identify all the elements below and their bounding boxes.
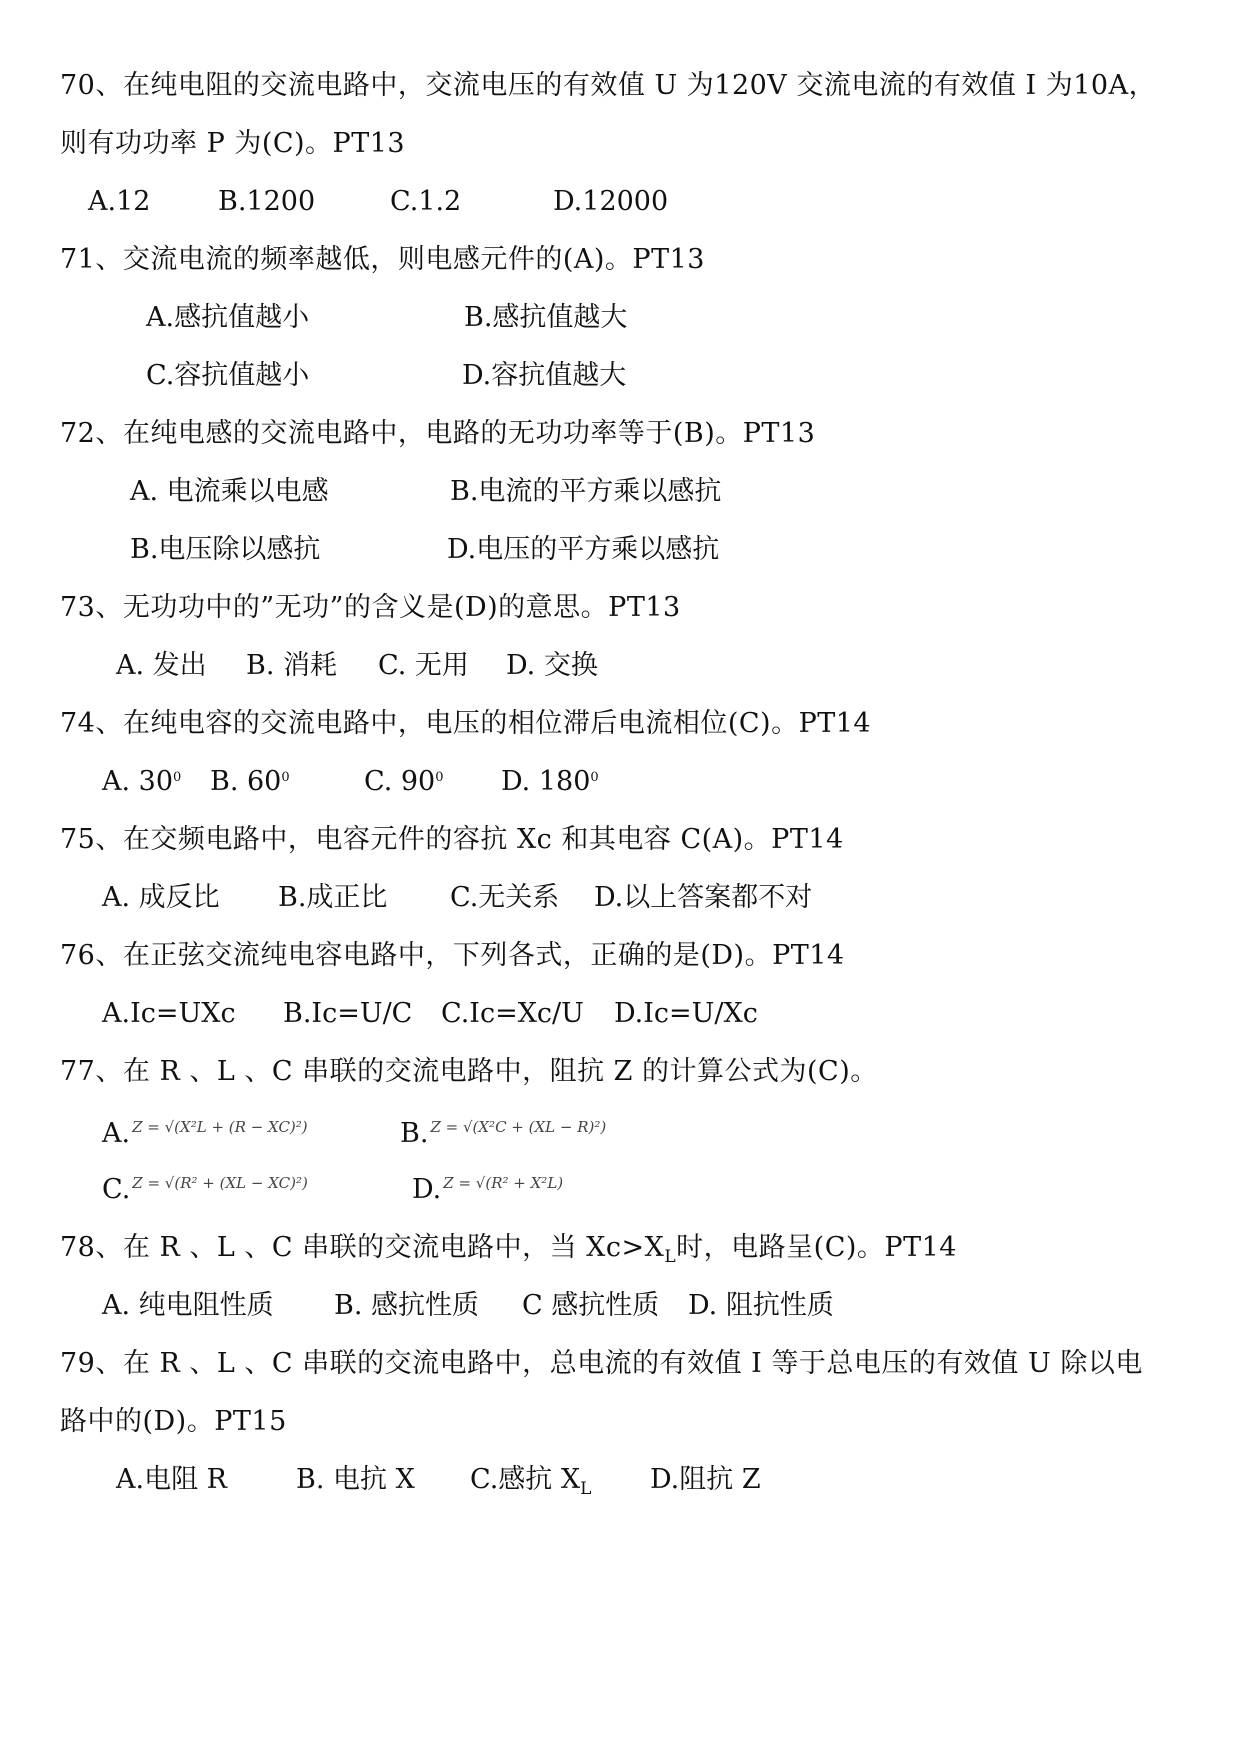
- q76-option-c: C.Ic=Xc/U: [441, 998, 584, 1029]
- q74-option-d: [501, 764, 599, 805]
- q74-option-d-text: D. 180: [501, 766, 591, 797]
- question-75-line-1: 75、在交频电路中，电容元件的容抗 Xc 和其电容 C(A)。PT14: [60, 824, 844, 855]
- q72-option-a: A. 电流乘以电感: [130, 476, 329, 507]
- question-79-line-2: 路中的(D)。PT15: [60, 1406, 287, 1437]
- q77-option-d: [412, 1172, 563, 1211]
- q72-option-d: D.电压的平方乘以感抗: [447, 534, 720, 565]
- q75-option-a: A. 成反比: [102, 882, 220, 913]
- q70-option-d: D.12000: [553, 186, 669, 217]
- q78-option-a: A. 纯电阻性质: [102, 1290, 274, 1321]
- q77-option-a-label: A.: [102, 1118, 131, 1149]
- q77-option-c: [102, 1172, 308, 1211]
- formula-image-b: Z = √(X²C + (XL − R)²): [430, 1118, 607, 1136]
- q73-option-c: C. 无用: [378, 650, 469, 681]
- q73-option-a: A. 发出: [116, 650, 207, 681]
- q78-subscript-l: L: [664, 1247, 677, 1267]
- question-78-line-1: [60, 1230, 957, 1269]
- q79-option-c: [470, 1462, 591, 1501]
- question-73-line-1: 73、无功功中的”无功”的含义是(D)的意思。PT13: [60, 592, 681, 623]
- q73-option-b: B. 消耗: [246, 650, 338, 681]
- q78-option-c: C 感抗性质: [522, 1290, 660, 1321]
- q79-subscript-l: L: [580, 1479, 592, 1499]
- question-74-line-1: 74、在纯电容的交流电路中，电压的相位滞后电流相位(C)。PT14: [60, 708, 872, 739]
- q71-option-b: B.感抗值越大: [464, 302, 628, 333]
- q75-option-c: C.无关系: [450, 882, 560, 913]
- question-77-line-1: 77、在 R 、L 、C 串联的交流电路中，阻抗 Z 的计算公式为(C)。: [60, 1056, 878, 1087]
- q76-option-b: B.Ic=U/C: [283, 998, 413, 1029]
- q79-option-c-text: C.感抗 X: [470, 1464, 581, 1495]
- formula-image-d: Z = √(R² + X²L): [443, 1174, 564, 1192]
- question-76-line-1: 76、在正弦交流纯电容电路中，下列各式，正确的是(D)。PT14: [60, 940, 845, 971]
- q70-option-b: B.1200: [218, 186, 316, 217]
- question-70-line-1: 70、在纯电阻的交流电路中，交流电压的有效值 U 为120V 交流电流的有效值 I 为10A，: [60, 70, 1157, 101]
- q71-option-a: A.感抗值越小: [146, 302, 310, 333]
- q78-text-part-2: 时，电路呈(C)。PT14: [676, 1232, 957, 1263]
- q70-option-a: A.12: [88, 186, 151, 217]
- q78-option-b: B. 感抗性质: [334, 1290, 480, 1321]
- q74-option-b: [210, 764, 290, 805]
- q75-option-b: B.成正比: [278, 882, 388, 913]
- q77-option-c-label: C.: [102, 1174, 131, 1205]
- degree-mark: 0: [281, 770, 290, 785]
- q74-option-a: [102, 764, 181, 805]
- q70-option-c: C.1.2: [390, 186, 462, 217]
- q72-option-c: B.电压除以感抗: [130, 534, 321, 565]
- q78-option-d: D. 阻抗性质: [688, 1290, 834, 1321]
- q79-option-a: A.电阻 R: [116, 1464, 227, 1495]
- question-70-line-2: 则有功功率 P 为(C)。PT13: [60, 128, 406, 159]
- question-79-line-1: 79、在 R 、L 、C 串联的交流电路中，总电流的有效值 I 等于总电压的有效值 U 除以电: [60, 1348, 1143, 1379]
- q79-option-d: D.阻抗 Z: [650, 1464, 761, 1495]
- q78-text-part-1: 78、在 R 、L 、C 串联的交流电路中，当 Xc>X: [60, 1232, 665, 1263]
- q77-option-a: [102, 1116, 308, 1155]
- q77-option-b-label: B.: [400, 1118, 429, 1149]
- q72-option-b: B.电流的平方乘以感抗: [450, 476, 722, 507]
- formula-image-a: Z = √(X²L + (R − XC)²): [132, 1118, 308, 1136]
- degree-mark: 0: [590, 770, 599, 785]
- q79-option-b: B. 电抗 X: [296, 1464, 415, 1495]
- q75-option-d: D.以上答案都不对: [594, 882, 813, 913]
- q77-option-b: [400, 1116, 606, 1155]
- q73-option-d: D. 交换: [506, 650, 598, 681]
- q71-option-c: C.容抗值越小: [146, 360, 310, 391]
- question-72-line-1: 72、在纯电感的交流电路中，电路的无功功率等于(B)。PT13: [60, 418, 816, 449]
- degree-mark: 0: [173, 770, 182, 785]
- q77-option-d-label: D.: [412, 1174, 442, 1205]
- q71-option-d: D.容抗值越大: [462, 360, 627, 391]
- degree-mark: 0: [435, 770, 444, 785]
- q74-option-b-text: B. 60: [210, 766, 282, 797]
- q76-option-d: D.Ic=U/Xc: [614, 998, 758, 1029]
- q76-option-a: A.Ic=UXc: [102, 998, 236, 1029]
- q74-option-c-text: C. 90: [364, 766, 436, 797]
- question-71-line-1: 71、交流电流的频率越低，则电感元件的(A)。PT13: [60, 244, 705, 275]
- q74-option-c: [364, 764, 444, 805]
- q74-option-a-text: A. 30: [102, 766, 174, 797]
- formula-image-c: Z = √(R² + (XL − XC)²): [132, 1174, 308, 1192]
